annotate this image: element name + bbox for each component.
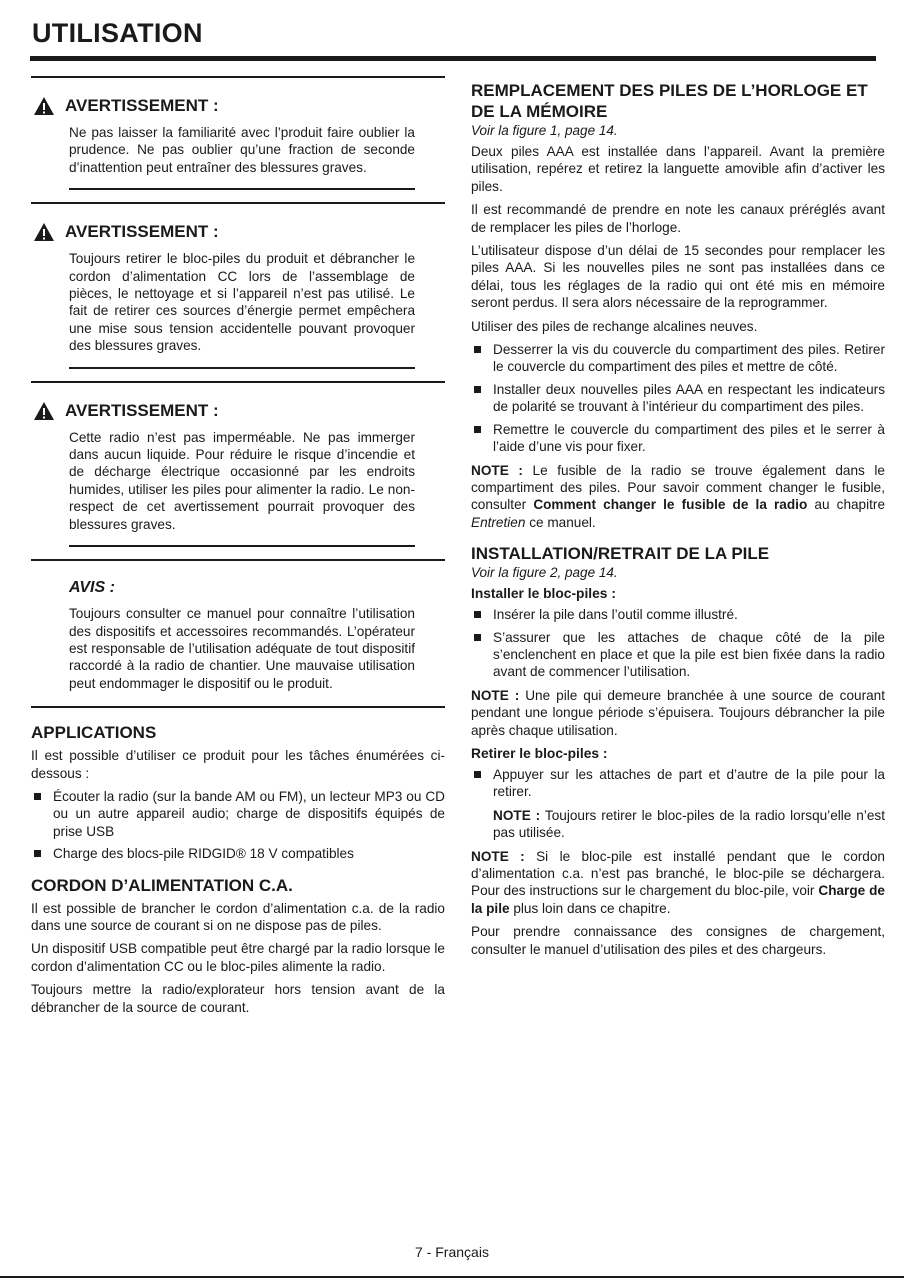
- list-item: Installer deux nouvelles piles AAA en respectant les indicateurs de polarité se trouvant à l’intérieur du compartiment des piles.: [471, 381, 885, 416]
- right-column: [471, 80, 885, 964]
- installation-section: [471, 543, 885, 958]
- installation-heading: INSTALLATION/RETRAIT DE LA PILE: [471, 544, 770, 564]
- install-subheading: Installer le bloc-piles :: [471, 586, 616, 602]
- title-rule: [30, 56, 876, 61]
- note-mid: au chapitre: [814, 497, 886, 513]
- applications-list: [31, 788, 445, 863]
- note-text: Toujours retirer le bloc-piles de la radio lorsqu’elle n’est pas utilisée.: [493, 807, 885, 841]
- warning-heading: AVERTISSEMENT :: [33, 220, 445, 244]
- paragraph: L’utilisateur dispose d’un délai de 15 secondes pour remplacer les piles AAA. Si les nouvelles piles ne sont pas installées dans ce délai, tous les réglages de la radio qui ont été mis en mémoire seront perdus. Il sera alors nécessaire de la reprogrammer.: [471, 243, 885, 311]
- list-item: [471, 766, 885, 842]
- remplacement-heading: REMPLACEMENT DES PILES DE L’HORLOGE ET DE LA MÉMOIRE: [471, 81, 868, 121]
- figure-reference: Voir la figure 2, page 14.: [471, 565, 618, 581]
- note-label: NOTE :: [471, 687, 520, 703]
- nested-note: [493, 807, 885, 842]
- cordon-section: [31, 875, 445, 1016]
- install-list: [471, 606, 885, 681]
- paragraph: Pour prendre connaissance des consignes de chargement, consulter le manuel d’utilisation des piles et des chargeurs.: [471, 924, 885, 957]
- warning-box-2: [31, 202, 445, 368]
- note: [471, 687, 885, 739]
- remove-list: [471, 766, 885, 842]
- list-item: Remettre le couvercle du compartiment des piles et le serrer à l’aide d’une vis pour fixer.: [471, 421, 885, 456]
- bottom-rule: [0, 1276, 904, 1278]
- note-label: NOTE :: [471, 462, 523, 478]
- note-italic: Entretien: [471, 514, 526, 530]
- warning-triangle-icon: [33, 222, 55, 242]
- warning-text: Ne pas laisser la familiarité avec l’produit faire oublier la prudence. Ne pas oublier qu’une fraction de seconde d’inattention peut entraîner des blessures graves.: [69, 124, 415, 190]
- paragraph: Toujours mettre la radio/explorateur hors tension avant de la débrancher de la source de courant.: [31, 982, 445, 1015]
- warning-text: Toujours retirer le bloc-piles du produit et débrancher le cordon d’alimentation CC lors de l’assemblage de pièces, le nettoyage et si l’appareil n’est pas utilisé. Le fait de retirer ces sources d’énergie permet empêchera une mise sous tension accidentelle pouvant provoquer des blessures graves.: [69, 250, 415, 368]
- avis-heading: AVIS :: [69, 579, 115, 597]
- warning-box-1: [31, 76, 445, 190]
- note-label: NOTE :: [471, 848, 525, 864]
- applications-section: [31, 722, 445, 862]
- left-column: [31, 76, 445, 1022]
- applications-intro: Il est possible d’utiliser ce produit pour les tâches énumérées ci-dessous :: [31, 748, 445, 781]
- note-text: Si le bloc-pile est installé pendant que le cordon d’alimentation c.a. n’est pas branché, le bloc-pile se déchargera. Pour des instructions sur le chargement du bloc-pile, voir: [471, 848, 885, 899]
- page-title: UTILISATION: [32, 18, 203, 48]
- warning-box-3: [31, 381, 445, 547]
- warning-triangle-icon: [33, 401, 55, 421]
- list-item: Insérer la pile dans l’outil comme illustré.: [471, 606, 885, 623]
- note-text: Le fusible de la radio se trouve également dans le compartiment des piles. Pour savoir comment changer le fusible, consulter: [471, 462, 885, 513]
- warning-heading: AVERTISSEMENT :: [33, 399, 445, 423]
- note-end: ce manuel.: [529, 514, 596, 530]
- list-item: Écouter la radio (sur la bande AM ou FM), un lecteur MP3 ou CD ou un autre appareil audio; charge de dispositifs équipés de prise USB: [31, 788, 445, 840]
- note: [471, 462, 885, 532]
- avis-box: [31, 559, 445, 708]
- note: [471, 848, 885, 918]
- cordon-heading: CORDON D’ALIMENTATION C.A.: [31, 875, 293, 895]
- note-bold: Charge de la pile: [471, 883, 885, 916]
- note-end: plus loin dans ce chapitre.: [513, 900, 671, 916]
- list-item: Desserrer la vis du couvercle du compartiment des piles. Retirer le couvercle du compartiment des piles et mettre de côté.: [471, 341, 885, 376]
- remove-subheading: Retirer le bloc-piles :: [471, 745, 608, 761]
- page-footer: 7 - Français: [415, 1244, 489, 1260]
- note-text: Une pile qui demeure branchée à une source de courant pendant une longue période s’épuisera. Toujours débrancher la pile après chaque utilisation.: [471, 687, 885, 738]
- list-item: Charge des blocs-pile RIDGID® 18 V compatibles: [31, 845, 445, 862]
- paragraph: Utiliser des piles de rechange alcalines neuves.: [471, 318, 758, 334]
- warning-text: Cette radio n’est pas imperméable. Ne pas immerger dans aucun liquide. Pour réduire le risque d’incendie et de décharge électrique occasionné par les endroits humides, utiliser les piles pour alimenter la radio. Le non-respect de cet avertissement pourrait provoquer des blessures graves.: [69, 429, 415, 547]
- remove-item-text: Appuyer sur les attaches de part et d’autre de la pile pour la retirer.: [493, 766, 885, 800]
- applications-heading: APPLICATIONS: [31, 723, 157, 743]
- note-label: NOTE :: [493, 807, 541, 823]
- paragraph: Deux piles AAA est installée dans l’appareil. Avant la première utilisation, repérez et retirez la languette amovible afin d’activer les piles.: [471, 144, 885, 194]
- paragraph: Il est possible de brancher le cordon d’alimentation c.a. de la radio dans une source de courant si on ne dispose pas de piles.: [31, 900, 445, 933]
- paragraph: Un dispositif USB compatible peut être chargé par la radio lorsque le cordon d’alimentation CC ou le bloc-piles alimente la radio.: [31, 941, 445, 974]
- warning-heading: AVERTISSEMENT :: [33, 94, 445, 118]
- remplacement-section: [471, 80, 885, 531]
- warning-triangle-icon: [33, 96, 55, 116]
- paragraph: Il est recommandé de prendre en note les canaux préréglés avant de remplacer les piles de l’horloge.: [471, 202, 885, 235]
- avis-text: Toujours consulter ce manuel pour connaître l’utilisation des dispositifs et accessoires recommandés. L’opérateur est responsable de l’utilisation adéquate de tout dispositif raccordé à la radio de chantier. Une mauvaise utilisation peut endommager le dispositif ou le produit.: [69, 606, 415, 691]
- list-item: S’assurer que les attaches de chaque côté de la pile s’enclenchent en place et que la pile est bien fixée dans la radio avant de commencer l’utilisation.: [471, 629, 885, 681]
- note-bold: Comment changer le fusible de la radio: [533, 497, 808, 513]
- steps-list: [471, 341, 885, 455]
- figure-reference: Voir la figure 1, page 14.: [471, 123, 618, 138]
